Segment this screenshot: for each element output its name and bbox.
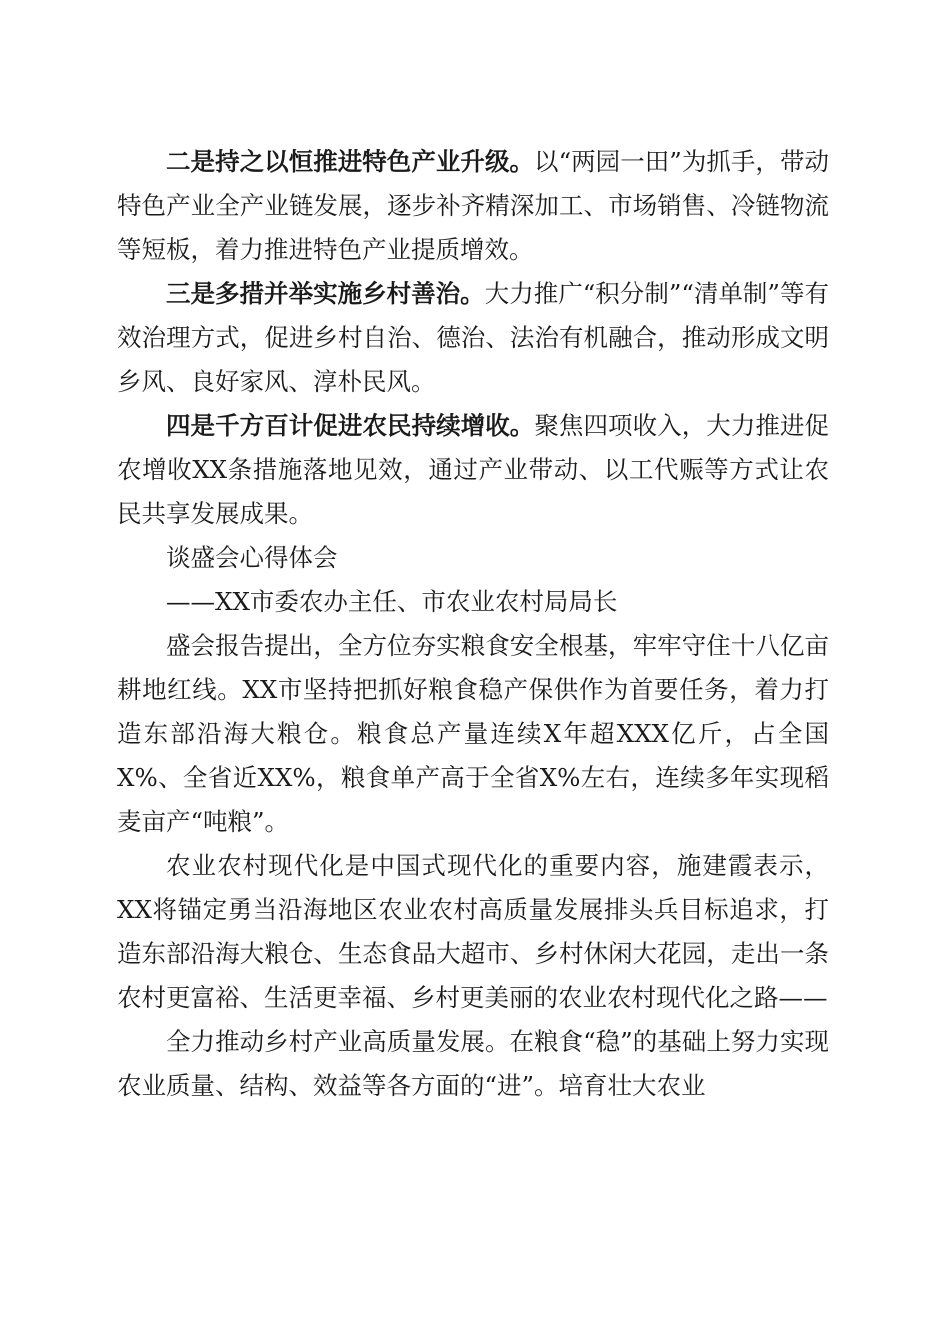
section-title-text: 谈盛会心得体会 [166,543,338,572]
paragraph-rural-governance [117,272,829,404]
document-body [117,140,829,1108]
paragraph-lead: 三是多措并举实施乡村善治。 [166,279,485,308]
paragraph-text: 盛会报告提出，全方位夯实粮食安全根基，牢牢守住十八亿亩耕地红线。XX市坚持把抓好粮食稳产保供作为首要任务，着力打造东部沿海大粮仓。粮食总产量连续X年超XXX亿斤，占全国X%、全省近XX%，粮食单产高于全省X%左右，连续多年实现稻麦亩产“吨粮”。 [117,631,829,836]
paragraph-modernization [117,844,829,1020]
paragraph-text: 全力推动乡村产业高质量发展。在粮食“稳”的基础上努力实现农业质量、结构、效益等各方面的“进”。培育壮大农业 [117,1027,829,1100]
paragraph-specialty-industry [117,140,829,272]
paragraph-text: 农业农村现代化是中国式现代化的重要内容，施建霞表示，XX将锚定勇当沿海地区农业农村高质量发展排头兵目标追求，打造东部沿海大粮仓、生态食品大超市、乡村休闲大花园，走出一条农村更富裕、生活更幸福、乡村更美丽的农业农村现代化之路—— [117,851,829,1012]
section-byline [117,580,829,624]
paragraph-farmer-income [117,404,829,536]
paragraph-grain-security [117,624,829,844]
paragraph-lead: 二是持之以恒推进特色产业升级。 [166,147,535,176]
paragraph-text: 大力推广“积分制”“清单制”等有效治理方式，促进乡村自治、德治、法治有机融合，推动形成文明乡风、良好家风、淳朴民风。 [117,279,829,396]
paragraph-lead: 四是千方百计促进农民持续增收。 [166,411,535,440]
paragraph-text: 以“两园一田”为抓手，带动特色产业全产业链发展，逐步补齐精深加工、市场销售、冷链物流等短板，着力推进特色产业提质增效。 [117,147,829,264]
section-byline-text: ——XX市委农办主任、市农业农村局局长 [166,587,618,616]
paragraph-text: 聚焦四项收入，大力推进促农增收XX条措施落地见效，通过产业带动、以工代赈等方式让农民共享发展成果。 [117,411,830,528]
paragraph-rural-industry [117,1020,829,1108]
section-title [117,536,829,580]
